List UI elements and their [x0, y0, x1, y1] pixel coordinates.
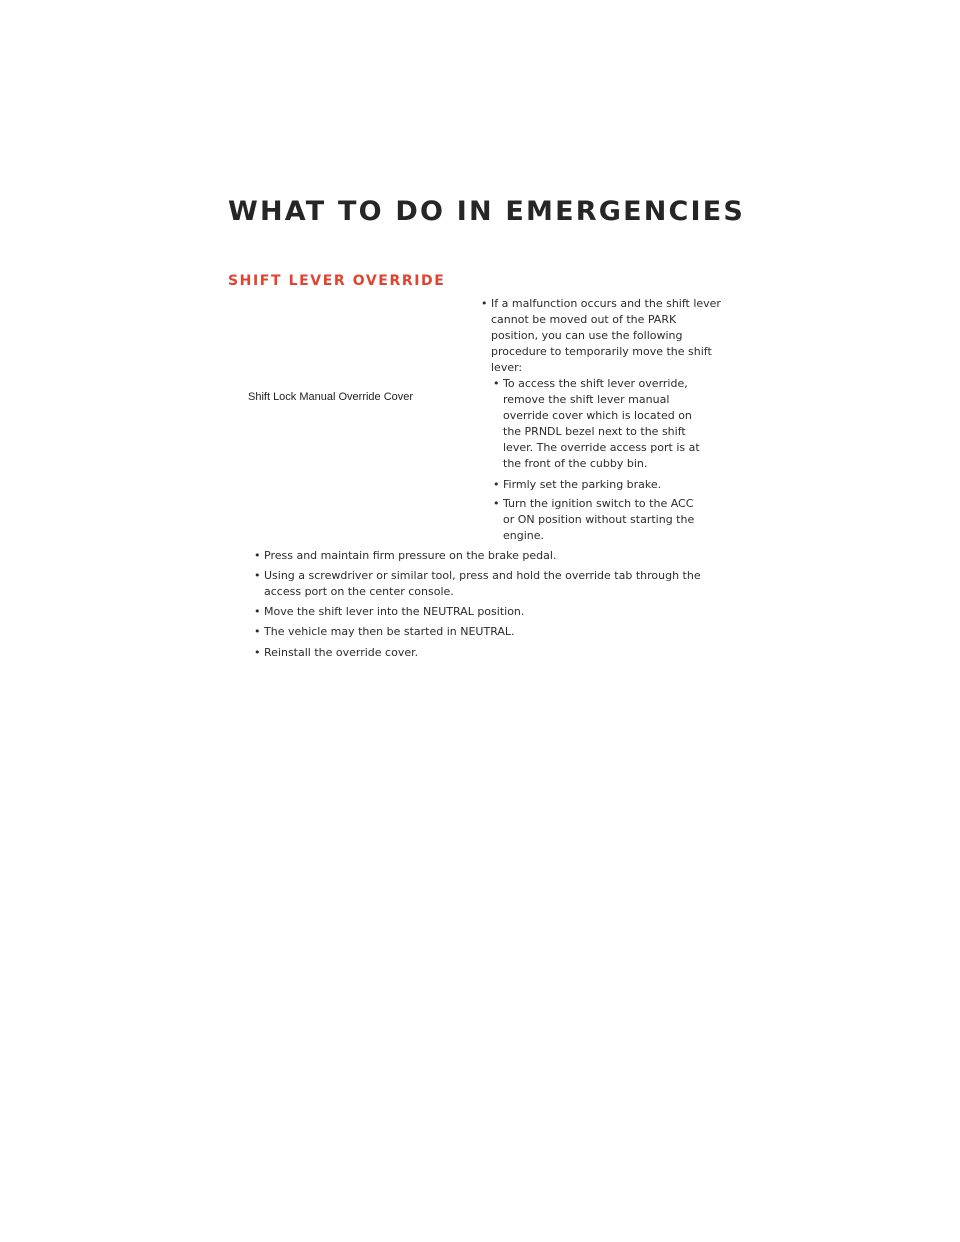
step-start-in-neutral: • The vehicle may then be started in NEUTRAL.: [264, 624, 734, 640]
step-press-override-tab: • Using a screwdriver or similar tool, press and hold the override tab through the access port on the center console.: [264, 568, 734, 600]
step-ignition-acc: • Turn the ignition switch to the ACC or ON position without starting the engine.: [503, 496, 705, 544]
intro-bullet: • If a malfunction occurs and the shift lever cannot be moved out of the PARK position, you can use the following procedure to temporarily move the shift lever:: [491, 296, 723, 376]
step-access-override: • To access the shift lever override, remove the shift lever manual override cover which is located on the PRNDL bezel next to the shift lever. The override access port is at the front of the cubby bin.: [503, 376, 705, 472]
step-shift-to-neutral: • Move the shift lever into the NEUTRAL position.: [264, 604, 734, 620]
section-title: SHIFT LEVER OVERRIDE: [228, 273, 446, 289]
page-title: WHAT TO DO IN EMERGENCIES: [228, 196, 746, 227]
step-reinstall-cover: • Reinstall the override cover.: [264, 645, 734, 661]
step-set-parking-brake: • Firmly set the parking brake.: [503, 477, 705, 493]
figure-caption: Shift Lock Manual Override Cover: [248, 391, 414, 403]
step-brake-pedal: • Press and maintain firm pressure on the brake pedal.: [264, 548, 734, 564]
